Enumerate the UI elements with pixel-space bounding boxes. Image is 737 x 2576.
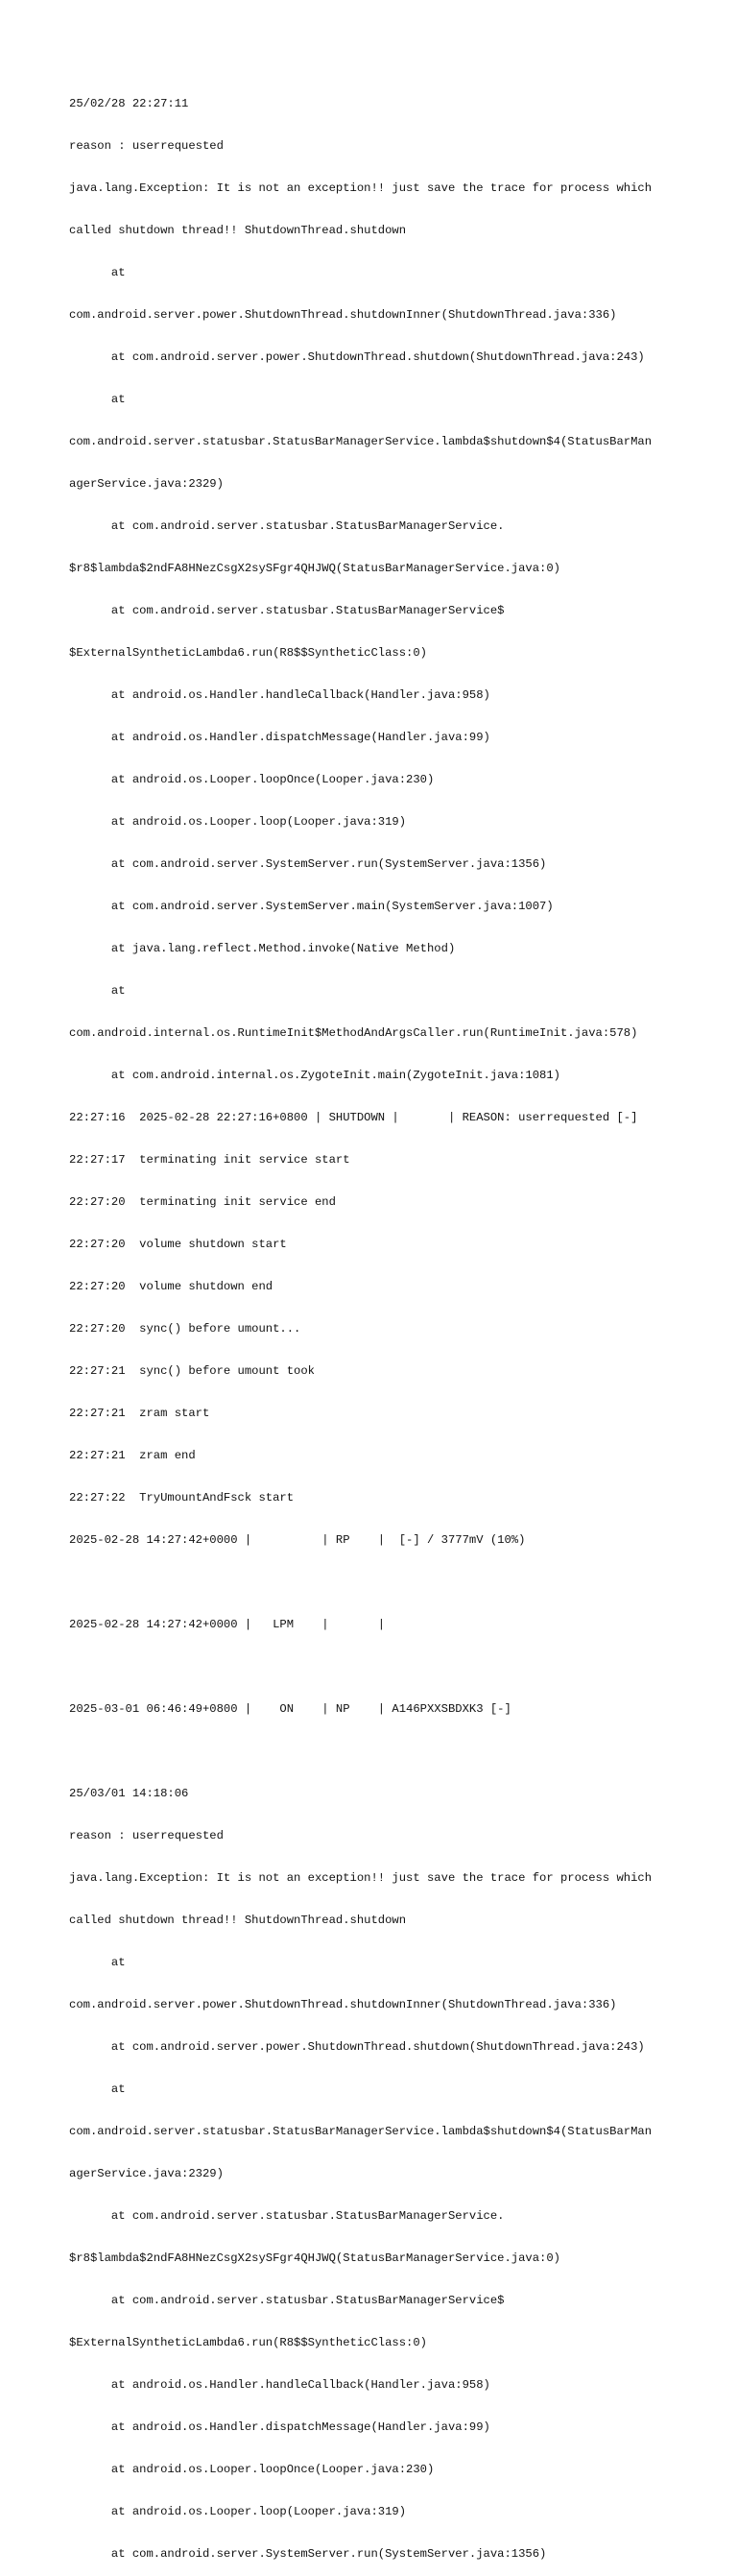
log-line: called shutdown thread!! ShutdownThread.shutdown [69, 224, 407, 238]
log-line: at com.android.server.statusbar.StatusBarManagerService$ [69, 604, 505, 618]
log-line: at [69, 266, 126, 280]
log-line: 22:27:21 sync() before umount took [69, 1364, 315, 1379]
log-line: at [69, 2082, 126, 2097]
log-line: 22:27:20 volume shutdown end [69, 1280, 273, 1294]
log-line: at com.android.server.SystemServer.main(SystemServer.java:1007) [69, 900, 554, 914]
log-line: at android.os.Looper.loop(Looper.java:319) [69, 815, 407, 830]
log-line: at android.os.Handler.handleCallback(Handler.java:958) [69, 688, 490, 703]
log-line: $r8$lambda$2ndFA8HNezCsgX2sySFgr4QHJWQ(StatusBarManagerService.java:0) [69, 562, 560, 576]
log-line: called shutdown thread!! ShutdownThread.shutdown [69, 1914, 407, 1928]
log-line: at com.android.server.power.ShutdownThread.shutdown(ShutdownThread.java:243) [69, 350, 645, 365]
log-line: 2025-02-28 14:27:42+0000 | LPM | | [69, 1618, 386, 1632]
log-line: at android.os.Handler.dispatchMessage(Handler.java:99) [69, 731, 490, 745]
log-line: 22:27:21 zram end [69, 1449, 196, 1463]
log-line: 22:27:20 sync() before umount... [69, 1322, 301, 1336]
log-line: 22:27:20 terminating init service end [69, 1195, 336, 1210]
log-line: 22:27:16 2025-02-28 22:27:16+0800 | SHUTDOWN | | REASON: userrequested [-] [69, 1111, 638, 1125]
log-line: 22:27:21 zram start [69, 1407, 210, 1421]
log-line [69, 1576, 683, 1590]
log-line: 22:27:17 terminating init service start [69, 1153, 350, 1168]
log-line: com.android.internal.os.RuntimeInit$MethodAndArgsCaller.run(RuntimeInit.java:578) [69, 1026, 638, 1041]
log-document [69, 69, 683, 2576]
log-line: agerService.java:2329) [69, 477, 224, 492]
log-line: reason : userrequested [69, 139, 224, 154]
log-line: at android.os.Handler.dispatchMessage(Handler.java:99) [69, 2420, 490, 2435]
log-line: at com.android.server.statusbar.StatusBarManagerService$ [69, 2294, 505, 2308]
log-line: $ExternalSyntheticLambda6.run(R8$$SyntheticClass:0) [69, 646, 427, 661]
log-line: at com.android.internal.os.ZygoteInit.main(ZygoteInit.java:1081) [69, 1069, 560, 1083]
log-line: java.lang.Exception: It is not an exception!! just save the trace for process which [69, 1871, 653, 1886]
log-line: com.android.server.statusbar.StatusBarManagerService.lambda$shutdown$4(StatusBarMan [69, 435, 653, 449]
log-line: 25/02/28 22:27:11 [69, 97, 189, 111]
log-line: at [69, 1956, 126, 1970]
log-line: reason : userrequested [69, 1829, 224, 1843]
log-line: at [69, 393, 126, 407]
log-line: 22:27:22 TryUmountAndFsck start [69, 1491, 295, 1505]
log-line: at com.android.server.statusbar.StatusBarManagerService. [69, 2209, 505, 2224]
log-line: com.android.server.power.ShutdownThread.shutdownInner(ShutdownThread.java:336) [69, 308, 617, 323]
log-line: $ExternalSyntheticLambda6.run(R8$$SyntheticClass:0) [69, 2336, 427, 2350]
log-line: 25/03/01 14:18:06 [69, 1787, 189, 1801]
log-line [69, 1660, 683, 1674]
log-line: 2025-03-01 06:46:49+0800 | ON | NP | A146PXXSBDXK3 [-] [69, 1702, 511, 1717]
log-line: at android.os.Looper.loop(Looper.java:319) [69, 2505, 407, 2519]
log-line: at [69, 984, 126, 999]
log-line: 22:27:20 volume shutdown start [69, 1238, 287, 1252]
log-line: at android.os.Looper.loopOnce(Looper.java:230) [69, 773, 435, 787]
log-line: at com.android.server.power.ShutdownThread.shutdown(ShutdownThread.java:243) [69, 2040, 645, 2055]
log-line: com.android.server.power.ShutdownThread.shutdownInner(ShutdownThread.java:336) [69, 1998, 617, 2012]
log-line: com.android.server.statusbar.StatusBarManagerService.lambda$shutdown$4(StatusBarMan [69, 2125, 653, 2139]
log-line [69, 1745, 683, 1759]
log-line: at java.lang.reflect.Method.invoke(Native Method) [69, 942, 456, 956]
log-line: at android.os.Handler.handleCallback(Handler.java:958) [69, 2378, 490, 2393]
log-line: at com.android.server.SystemServer.run(SystemServer.java:1356) [69, 857, 547, 872]
log-line: at com.android.server.statusbar.StatusBarManagerService. [69, 519, 505, 534]
log-line: java.lang.Exception: It is not an exception!! just save the trace for process which [69, 181, 653, 196]
log-line: at android.os.Looper.loopOnce(Looper.java:230) [69, 2463, 435, 2477]
log-line: $r8$lambda$2ndFA8HNezCsgX2sySFgr4QHJWQ(StatusBarManagerService.java:0) [69, 2251, 560, 2266]
log-line: agerService.java:2329) [69, 2167, 224, 2181]
log-line: 2025-02-28 14:27:42+0000 | | RP | [-] / 3777mV (10%) [69, 1533, 526, 1548]
log-line: at com.android.server.SystemServer.run(SystemServer.java:1356) [69, 2547, 547, 2562]
